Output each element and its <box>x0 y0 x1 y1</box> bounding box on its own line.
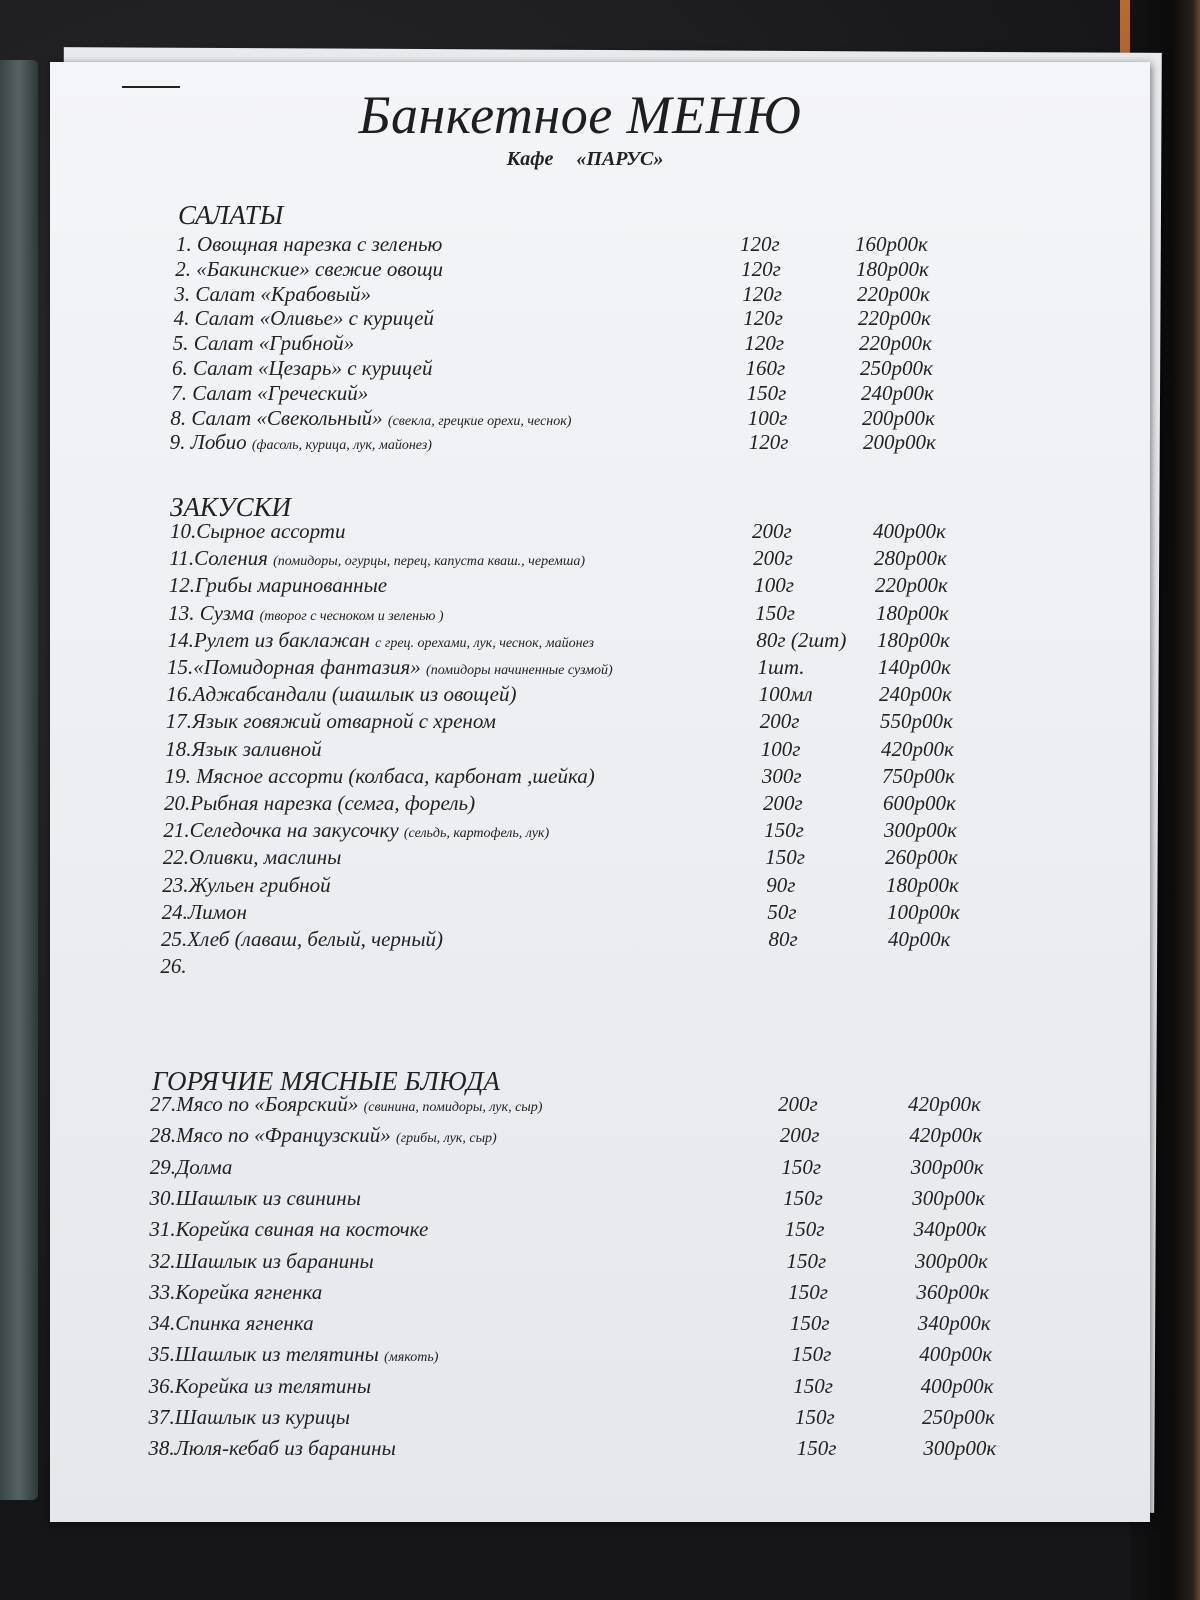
item-weight: 150г <box>793 1373 833 1398</box>
item-name <box>167 655 613 680</box>
item-title: 36.Корейка из телятины <box>148 1373 372 1398</box>
item-price: 180р00к <box>885 872 959 897</box>
menu-item <box>150 1186 1050 1214</box>
item-ingredients: (фасоль, курица, лук, майонез) <box>251 438 432 454</box>
menu-item <box>163 845 1063 873</box>
item-price: 180р00к <box>855 256 929 281</box>
item-name <box>149 1374 371 1399</box>
menu-item <box>161 927 1061 955</box>
item-price: 400р00к <box>919 1342 993 1367</box>
item-name <box>166 709 496 734</box>
item-title: 29.Долма <box>149 1154 233 1179</box>
menu-item <box>149 1374 1049 1402</box>
menu-item <box>170 406 1070 434</box>
item-price: 250р00к <box>860 356 933 380</box>
item-title: 7. Салат «Греческий» <box>171 380 369 405</box>
item-title: 21.Селедочка на закусочку <box>163 818 399 843</box>
item-weight: 150г <box>746 380 787 405</box>
item-title: 3. Салат «Крабовый» <box>174 281 371 306</box>
item-title: 8. Салат «Свекольный» <box>170 405 383 430</box>
item-name <box>175 257 443 282</box>
item-weight: 50г <box>767 899 797 924</box>
item-price: 340р00к <box>917 1311 991 1336</box>
menu-item <box>150 1123 1050 1151</box>
item-title: 37.Шашлык из курицы <box>148 1405 350 1429</box>
item-title: 32.Шашлык из баранины <box>149 1248 374 1273</box>
item-weight: 1шт. <box>757 655 805 679</box>
menu-item <box>170 430 1070 458</box>
item-weight: 150г <box>783 1185 823 1210</box>
item-name <box>149 1217 428 1242</box>
item-price: 300р00к <box>910 1154 984 1179</box>
item-name <box>163 845 342 870</box>
menu-item <box>163 818 1063 846</box>
item-weight: 120г <box>743 306 783 331</box>
item-title: 6. Салат «Цезарь» с курицей <box>172 356 433 380</box>
item-name <box>163 818 549 843</box>
item-price: 100р00к <box>886 899 960 924</box>
item-weight: 90г <box>766 872 796 897</box>
item-name <box>149 1405 351 1430</box>
menu-item <box>149 1405 1049 1433</box>
menu-item <box>168 601 1068 629</box>
item-title: 26. <box>160 954 187 979</box>
item-title: 4. Салат «Оливье» с курицей <box>173 306 434 331</box>
item-weight: 100г <box>754 573 794 598</box>
item-ingredients: (грибы, лук, сыр) <box>396 1131 497 1147</box>
menu-item <box>176 232 1076 260</box>
item-name <box>149 1280 322 1305</box>
item-title: 25.Хлеб (лаваш, белый, черный) <box>161 927 444 951</box>
item-name <box>164 791 475 816</box>
item-title: 11.Соления <box>169 546 268 571</box>
item-title: 23.Жульен грибной <box>162 872 331 897</box>
item-name <box>168 628 594 653</box>
item-name <box>149 1249 374 1274</box>
item-price: 240р00к <box>878 682 952 707</box>
menu-item <box>149 1311 1049 1339</box>
item-weight: 120г <box>748 430 789 455</box>
item-title: 27.Мясо по «Боярский» <box>150 1092 359 1116</box>
item-name <box>161 927 443 952</box>
item-price: 250р00к <box>922 1405 995 1429</box>
menu-item <box>149 1342 1049 1370</box>
item-title: 38.Люля-кебаб из баранины <box>148 1436 396 1461</box>
item-title: 5. Салат «Грибной» <box>172 331 355 356</box>
plastic-sleeve <box>0 60 38 1500</box>
menu-item <box>166 682 1066 710</box>
item-name <box>165 764 595 789</box>
item-price: 340р00к <box>913 1217 987 1242</box>
item-title: 35.Шашлык из телятины <box>148 1342 379 1367</box>
item-title: 17.Язык говяжий отварной с хреном <box>165 709 496 734</box>
item-weight: 150г <box>795 1405 835 1429</box>
item-name <box>165 737 321 762</box>
menu-item <box>160 954 1060 982</box>
item-price: 240р00к <box>860 380 934 405</box>
item-ingredients: (свекла, грецкие орехи, чеснок) <box>387 413 572 429</box>
item-weight: 120г <box>744 331 785 356</box>
item-name <box>174 306 434 331</box>
item-title: 28.Мясо по «Французский» <box>149 1123 391 1148</box>
item-title: 2. «Бакинские» свежие овощи <box>175 256 444 281</box>
item-title: 9. Лобио <box>169 430 247 455</box>
item-weight: 150г <box>765 845 805 870</box>
item-title: 22.Оливки, маслины <box>162 845 342 870</box>
item-weight: 120г <box>742 281 782 306</box>
section-title: ГОРЯЧИЕ МЯСНЫЕ БЛЮДА <box>152 1066 500 1096</box>
menu-item <box>169 573 1069 601</box>
item-name <box>170 430 432 455</box>
item-price: 220р00к <box>857 306 931 331</box>
item-ingredients: (свинина, помидоры, лук, сыр) <box>363 1100 543 1115</box>
item-weight: 120г <box>741 256 781 281</box>
item-weight: 300г <box>761 763 802 788</box>
item-weight: 200г <box>752 519 792 543</box>
item-ingredients: (помидоры, огурцы, перец, капуста кваш., черемша) <box>273 554 586 570</box>
item-price: 600р00к <box>883 791 956 815</box>
item-price: 200р00к <box>861 405 935 430</box>
item-weight: 150г <box>764 818 804 843</box>
item-name <box>162 873 331 898</box>
item-name <box>149 1311 314 1336</box>
item-price: 200р00к <box>862 430 936 455</box>
menu-item <box>165 737 1065 765</box>
item-price: 220р00к <box>856 281 930 306</box>
item-title: 16.Аджабсандали (шашлык из овощей) <box>166 682 517 707</box>
item-name <box>170 519 345 544</box>
item-price: 40р00к <box>888 927 951 951</box>
menu-item <box>170 519 1070 547</box>
menu-item <box>172 356 1072 384</box>
menu-item <box>162 900 1062 928</box>
item-ingredients: с грец. орехами, лук, чеснок, майонез <box>375 635 595 651</box>
menu-item <box>167 655 1067 683</box>
item-weight: 150г <box>788 1279 828 1304</box>
item-name <box>150 1092 542 1117</box>
item-weight: 80г <box>768 927 798 951</box>
item-price: 140р00к <box>878 655 951 679</box>
menu-item <box>162 873 1062 901</box>
item-weight: 200г <box>779 1123 820 1148</box>
item-price: 260р00к <box>884 845 958 870</box>
item-price: 400р00к <box>920 1373 994 1398</box>
item-name <box>162 900 247 925</box>
item-title: 19. Мясное ассорти (колбаса, карбонат ,шейка) <box>164 763 595 788</box>
item-price: 300р00к <box>912 1185 986 1210</box>
item-ingredients: (мякоть) <box>384 1350 439 1366</box>
item-title: 34.Спинка ягненка <box>148 1311 314 1336</box>
item-title: 24.Лимон <box>161 899 247 924</box>
item-title: 33.Корейка ягненка <box>149 1279 323 1304</box>
item-ingredients: (помидоры начиненные сузмой) <box>426 663 613 678</box>
item-price: 300р00к <box>883 818 957 843</box>
item-name <box>169 573 387 598</box>
item-price: 400р00к <box>873 519 946 543</box>
item-weight: 200г <box>778 1092 818 1116</box>
item-weight: 150г <box>786 1248 827 1273</box>
item-weight: 160г <box>745 356 786 380</box>
item-weight: 80г (2шт) <box>756 627 847 652</box>
item-name <box>171 381 368 406</box>
item-title: 12.Грибы маринованные <box>168 573 388 598</box>
item-title: 30.Шашлык из свинины <box>149 1185 361 1210</box>
item-name <box>148 1436 395 1461</box>
menu-item <box>173 331 1073 359</box>
item-price: 750р00к <box>881 763 955 788</box>
menu-item <box>149 1249 1049 1277</box>
item-price: 360р00к <box>916 1279 990 1304</box>
item-price: 160р00к <box>855 232 928 256</box>
item-name <box>172 356 432 381</box>
item-weight: 200г <box>759 709 800 734</box>
item-weight: 200г <box>753 546 793 571</box>
item-ingredients: (творог с чесноком и зеленью ) <box>259 608 444 624</box>
menu-item <box>164 791 1064 819</box>
menu-title: Банкетное МЕНЮ <box>358 85 802 145</box>
item-weight: 150г <box>791 1342 832 1367</box>
item-name <box>174 282 371 307</box>
item-name <box>168 601 443 626</box>
item-price: 300р00к <box>915 1248 988 1273</box>
item-name <box>150 1123 497 1148</box>
item-title: 31.Корейка свиная на косточке <box>149 1217 429 1242</box>
item-price: 420р00к <box>908 1092 981 1116</box>
item-price: 220р00к <box>858 331 932 356</box>
item-weight: 150г <box>796 1436 837 1461</box>
item-title: 18.Язык заливной <box>165 736 322 761</box>
menu-item <box>174 306 1074 334</box>
item-title: 20.Рыбная нарезка (семга, форель) <box>164 791 476 815</box>
item-price: 420р00к <box>909 1123 983 1148</box>
section-title: ЗАКУСКИ <box>170 492 292 522</box>
item-name <box>150 1155 233 1180</box>
menu-item <box>168 628 1068 656</box>
item-weight: 100мл <box>758 682 813 707</box>
menu-item <box>169 546 1069 574</box>
item-name <box>166 682 516 707</box>
item-name <box>150 1186 361 1211</box>
item-price: 280р00к <box>873 546 947 571</box>
menu-item <box>149 1280 1049 1308</box>
item-price: 220р00к <box>874 573 948 598</box>
menu-item <box>149 1217 1049 1245</box>
item-title: 10.Сырное ассорти <box>170 519 346 543</box>
item-weight: 150г <box>781 1154 822 1179</box>
menu-item <box>150 1092 1050 1120</box>
item-weight: 150г <box>784 1217 825 1242</box>
item-name <box>173 331 354 356</box>
cafe-name: Кафе «ПАРУС» <box>506 148 664 170</box>
menu-item <box>148 1436 1048 1464</box>
menu-item <box>174 282 1074 310</box>
item-name <box>170 406 571 431</box>
section-title: САЛАТЫ <box>178 200 284 230</box>
item-name <box>169 546 585 571</box>
item-weight: 150г <box>789 1311 830 1336</box>
item-weight: 120г <box>740 232 780 256</box>
item-price: 420р00к <box>880 736 954 761</box>
menu-item <box>175 257 1075 285</box>
item-title: 1. Овощная нарезка с зеленью <box>176 232 443 256</box>
item-weight: 150г <box>755 600 795 625</box>
item-name <box>176 232 442 257</box>
item-price: 300р00к <box>923 1436 997 1461</box>
item-title: 15.«Помидорная фантазия» <box>167 655 421 679</box>
menu-item <box>150 1155 1050 1183</box>
item-weight: 100г <box>760 736 801 761</box>
item-ingredients: (сельдь, картофель, лук) <box>403 826 550 842</box>
item-weight: 100г <box>747 405 788 430</box>
menu-item <box>171 381 1071 409</box>
item-price: 180р00к <box>876 627 950 652</box>
menu-item <box>166 709 1066 737</box>
item-price: 180р00к <box>875 600 949 625</box>
item-name <box>160 954 186 979</box>
item-price: 550р00к <box>879 709 953 734</box>
item-title: 13. Сузма <box>168 600 255 625</box>
menu-item <box>165 764 1065 792</box>
item-title: 14.Рулет из баклажан <box>167 627 370 652</box>
item-name <box>149 1342 439 1367</box>
item-weight: 200г <box>763 791 803 815</box>
